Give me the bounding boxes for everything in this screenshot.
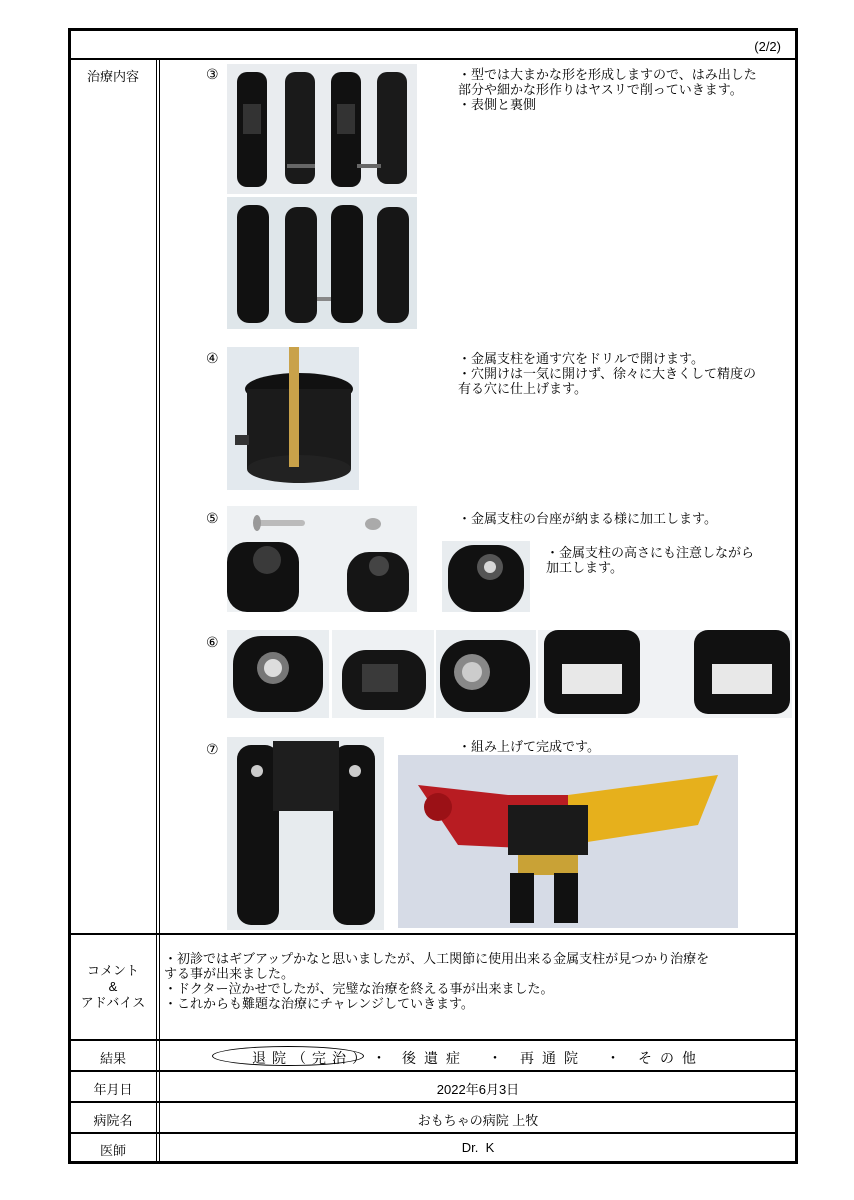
result-separator: ・	[606, 1050, 628, 1066]
advice-line: ・初診ではギブアップかなと思いましたが、人工関節に使用出来る金属支柱が見つかり治療を	[164, 951, 710, 966]
result-option: その他	[638, 1050, 704, 1066]
comment-label-line: アドバイス	[80, 995, 146, 1010]
parts-photo-front	[227, 64, 417, 194]
result-separator: ・	[488, 1050, 510, 1066]
date-value: 2022年6月3日	[436, 1082, 520, 1097]
divider	[156, 60, 157, 1164]
step-number: ⑥	[206, 634, 219, 650]
joint-photo	[436, 630, 536, 718]
comment-label-line: コメント	[86, 963, 139, 978]
divider	[68, 1101, 798, 1103]
drilling-photo	[227, 347, 359, 490]
doctor-value: Dr. K	[461, 1140, 495, 1155]
step-description: ・金属支柱を通す穴をドリルで開けます。 ・穴開けは一気に開けず、徐々に大きくして精度の 有る穴に仕上げます。	[458, 351, 756, 396]
step-description: ・金属支柱の高さにも注意しながら 加工します。	[546, 545, 755, 575]
doctor-label: 医師	[99, 1143, 126, 1158]
divider	[68, 58, 798, 60]
divider	[68, 1132, 798, 1134]
assembly-photo	[227, 737, 384, 930]
comment-label-line: &	[108, 979, 118, 994]
pillar-photo	[227, 506, 417, 612]
advice-line: する事が出来ました。	[164, 966, 295, 981]
step-description: ・型では大まかな形を形成しますので、はみ出した 部分や細かな形作りはヤスリで削っていきます。 ・表側と裏側	[458, 67, 757, 112]
step-number: ⑦	[206, 741, 219, 757]
step-number: ③	[206, 66, 219, 82]
divider	[159, 60, 160, 1164]
base-photo	[442, 541, 530, 612]
step-description: ・組み上げて完成です。	[458, 739, 600, 754]
result-option: 再通院	[520, 1050, 586, 1066]
result-option: 後遺症	[402, 1050, 468, 1066]
hospital-label: 病院名	[93, 1113, 133, 1128]
step-number: ⑤	[206, 510, 219, 526]
joint-photo	[538, 630, 792, 718]
result-separator: ・	[372, 1050, 394, 1066]
result-label: 結果	[99, 1051, 126, 1066]
comment-label	[72, 963, 154, 1011]
date-label: 年月日	[93, 1082, 133, 1097]
step-description: ・金属支柱の台座が納まる様に加工します。	[458, 511, 717, 526]
joint-photo	[227, 630, 329, 718]
advice-line: ・ドクター泣かせでしたが、完璧な治療を終える事が出来ました。	[164, 981, 554, 996]
page-number: (2/2)	[754, 39, 781, 54]
result-options	[160, 1046, 796, 1068]
advice-text	[164, 951, 794, 1011]
advice-line: ・これからも難題な治療にチャレンジしていきます。	[164, 996, 474, 1011]
step-number: ④	[206, 350, 219, 366]
parts-photo-back	[227, 197, 417, 329]
divider	[68, 1070, 798, 1072]
divider	[68, 1039, 798, 1041]
completed-robot-photo	[398, 755, 738, 928]
result-option-selected: 退院（完治）	[252, 1050, 372, 1066]
divider	[68, 933, 798, 935]
treatment-label: 治療内容	[86, 69, 139, 84]
joint-photo	[332, 630, 434, 718]
hospital-value: おもちゃの病院 上牧	[417, 1113, 539, 1128]
